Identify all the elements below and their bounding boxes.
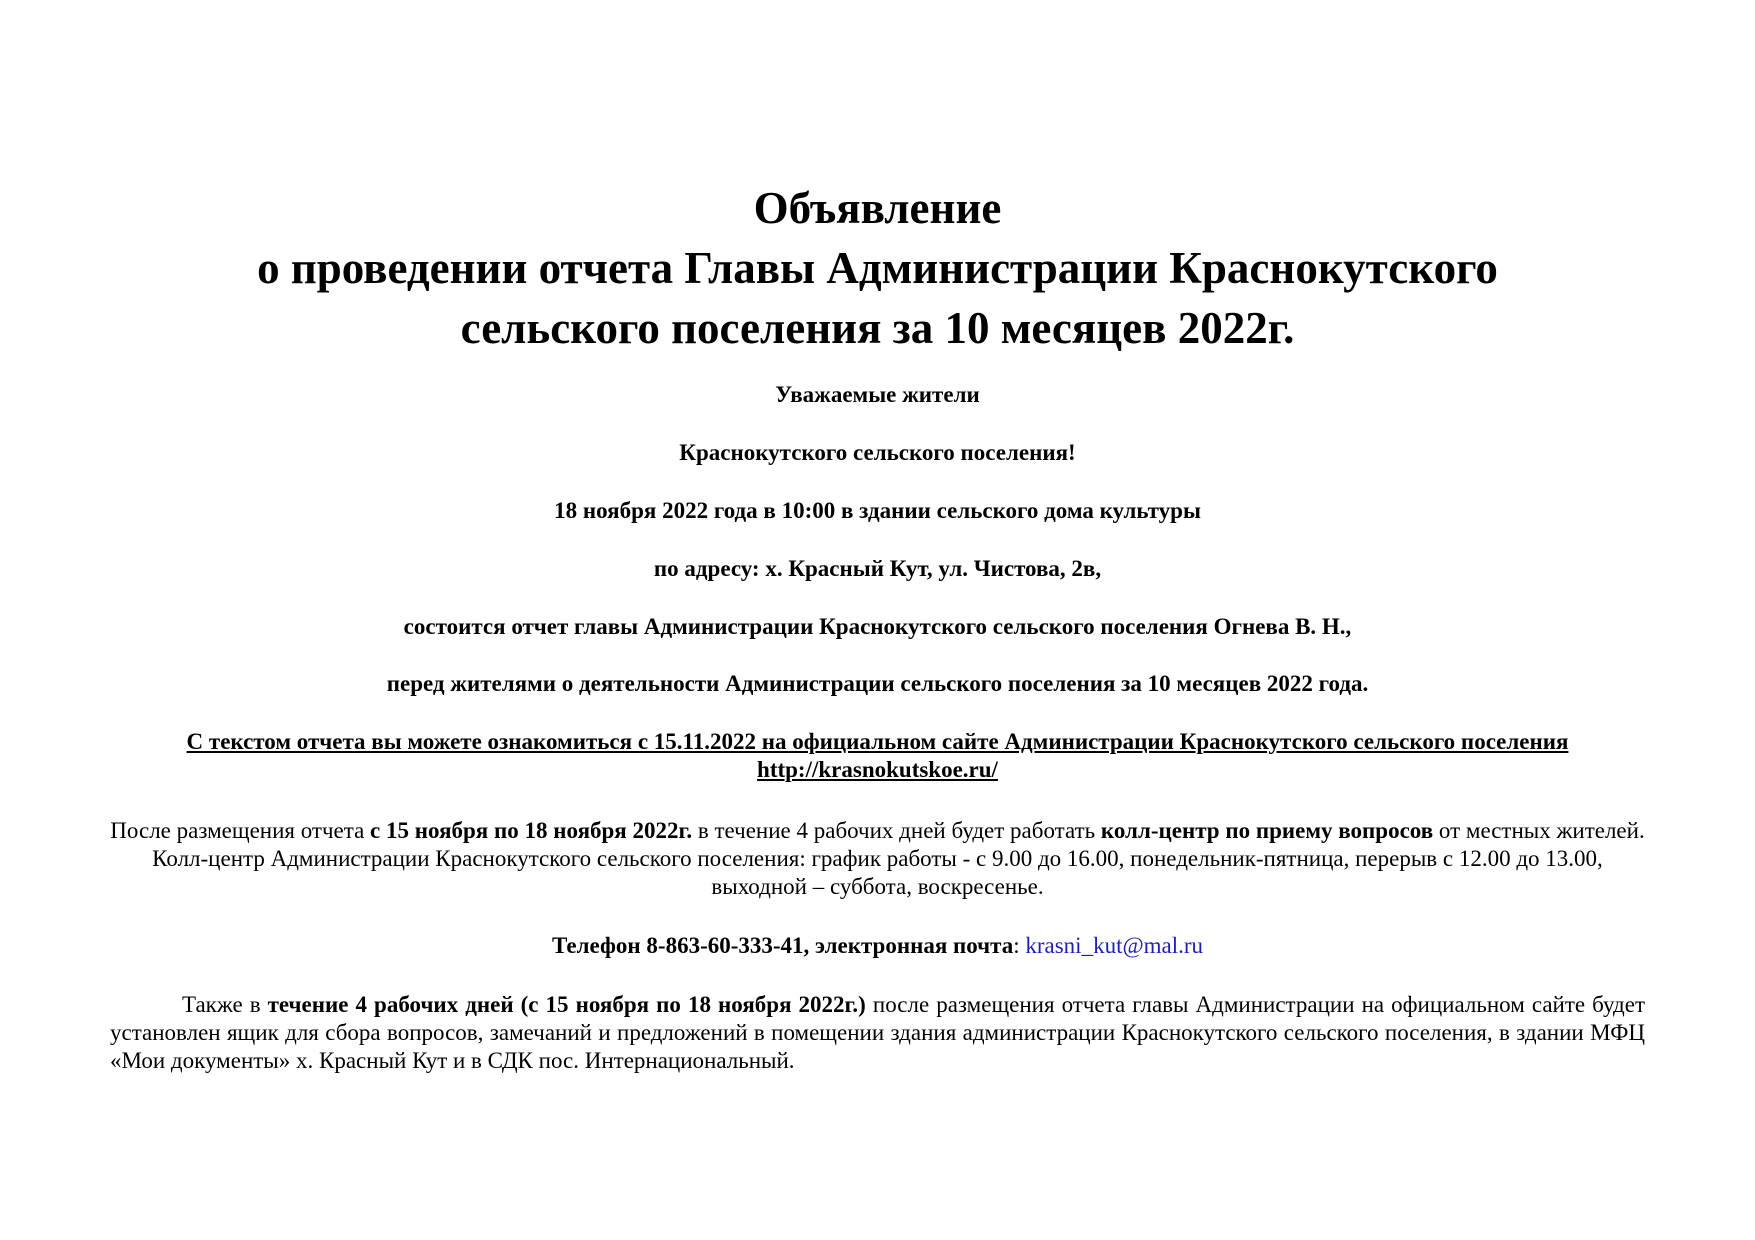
title-line-3: сельского поселения за 10 месяцев 2022г. (460, 303, 1295, 353)
event-topic: перед жителями о деятельности Администрации сельского поселения за 10 месяцев 2022 года. (386, 671, 1369, 696)
contacts-colon: : (1013, 933, 1026, 958)
greeting-line-2: Краснокутского сельского поселения! (679, 440, 1076, 465)
call-center-text-2: в течение 4 рабочих дней будет работать (692, 818, 1101, 843)
site-url-link[interactable]: http://krasnokutskoe.ru/ (757, 757, 998, 782)
contacts-line (110, 932, 1645, 960)
event-datetime: 18 ноября 2022 года в 10:00 в здании сельского дома культуры (554, 498, 1201, 523)
call-center-dates: с 15 ноября по 18 ноября 2022г. (370, 818, 693, 843)
greeting-line-1: Уважаемые жители (775, 382, 980, 407)
box-notice-paragraph (110, 991, 1645, 1075)
site-notice-text: С текстом отчета вы можете ознакомиться с 15.11.2022 на официальном сайте Администрации Краснокутского сельского поселения (186, 729, 1569, 754)
box-notice-text-2: после размещения отчета главы Администрации на официальном сайте будет установлен ящик для сбора вопросов, замечаний и предложений в помещении здания администрации Краснокутского сельского поселения, в здании МФЦ «Мои документы» х. Красный Кут и в СДК пос. Интернациональный. (110, 992, 1645, 1073)
call-center-paragraph (110, 817, 1645, 901)
call-center-text-1: После размещения отчета (110, 818, 371, 843)
title-line-2: о проведении отчета Главы Администрации Краснокутского (257, 243, 1498, 293)
event-address: по адресу: х. Красный Кут, ул. Чистова, 2в, (653, 556, 1102, 581)
title-line-1: Объявление (753, 183, 1002, 233)
event-report: состоится отчет главы Администрации Краснокутского сельского поселения Огнева В. Н., (403, 614, 1352, 639)
phone-label: Телефон 8-863-60-333-41, электронная почта (551, 933, 1014, 958)
box-notice-dates: течение 4 рабочих дней (с 15 ноября по 18 ноября 2022г.) (267, 992, 866, 1017)
email-link[interactable]: krasni_kut@mal.ru (1025, 933, 1204, 958)
call-center-text-3: от местных жителей. Колл-центр Администрации Краснокутского сельского поселения: график работы - с 9.00 до 16.00, понедельник-пятница, перерыв с 12.00 до 13.00, выходной – суббота, воскресенье. (152, 818, 1645, 899)
call-center-label: колл-центр по приему вопросов (1100, 818, 1434, 843)
announcement-title (110, 178, 1645, 358)
box-notice-text-1: Также в (182, 992, 268, 1017)
site-notice (110, 728, 1645, 784)
